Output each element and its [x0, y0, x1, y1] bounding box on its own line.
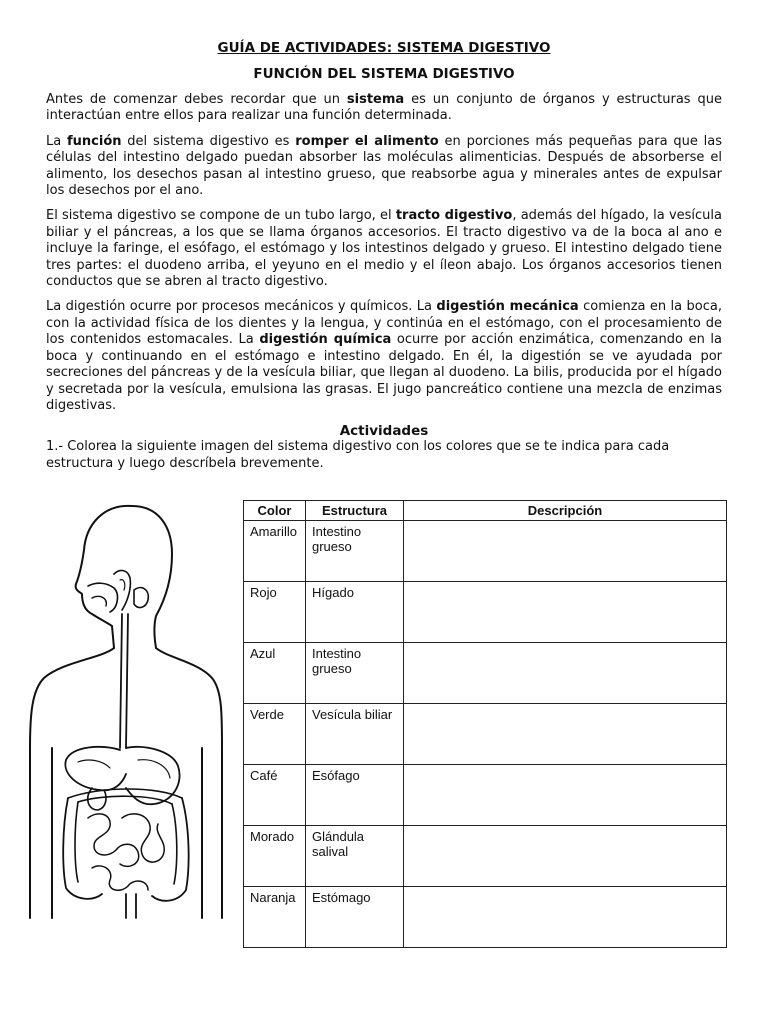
bold-text: digestión mecánica [436, 299, 579, 315]
bold-text: sistema [346, 92, 405, 107]
table-row [244, 826, 727, 887]
header-color: Color [244, 501, 306, 521]
cell-structure: Glándula salival [306, 826, 404, 887]
cell-structure: Vesícula biliar [306, 704, 404, 765]
cell-color: Café [244, 765, 306, 826]
bold-text: digestión química [259, 332, 392, 348]
bold-text: tracto digestivo [395, 208, 513, 224]
bold-text: función [67, 133, 122, 149]
cell-description[interactable] [404, 704, 727, 765]
table-row [244, 582, 727, 643]
activity-table [243, 500, 727, 948]
cell-description[interactable] [404, 582, 727, 643]
cell-structure: Hígado [306, 582, 404, 643]
cell-color: Morado [244, 826, 306, 887]
text: Antes de comenzar debes recordar que un [46, 92, 347, 107]
text: comienza en la boca, con la actividad física de los dientes y la lengua, y continúa en el estómago, con el procesamiento de los contenidos estomacales. La [46, 299, 722, 348]
header-structure: Estructura [306, 501, 404, 521]
section-title: FUNCIÓN DEL SISTEMA DIGESTIVO [253, 66, 515, 82]
cell-structure: Intestino grueso [306, 521, 404, 582]
text: , además del hígado, la vesícula biliar y el páncreas, a los que se llama órganos accesorios. El tracto digestivo va de la boca al ano e incluye la faringe, el esófago, el estómago y los intestinos delgado y grueso. El intestino delgado tiene tres partes: el duodeno arriba, el yeyuno en el medio y el íleon abajo. Los órganos accesorios tienen conductos que se abren al tracto digestivo. [46, 208, 722, 290]
cell-color: Naranja [244, 887, 306, 948]
text: ocurre por acción enzimática, comenzando en la boca y continuando en el estómago e intestino delgado. En él, la digestión se ve ayudada por secreciones del páncreas y de la vesícula biliar, que llegan al duodeno. La bilis, producida por el hígado y secretada por la vesícula, emulsiona las grasas. El jugo pancreático contiene una mezcla de enzimas digestivas. [46, 332, 722, 413]
cell-color: Rojo [244, 582, 306, 643]
cell-structure: Esófago [306, 765, 404, 826]
cell-color: Amarillo [244, 521, 306, 582]
paragraph-definition [46, 92, 722, 125]
table-row [244, 643, 727, 704]
text: La digestión ocurre por procesos mecánicos y químicos. La [46, 299, 437, 315]
table-row [244, 887, 727, 948]
cell-color: Azul [244, 643, 306, 704]
page-title: GUÍA DE ACTIVIDADES: SISTEMA DIGESTIVO [217, 40, 551, 56]
activity-question: 1.- Colorea la siguiente imagen del sistema digestivo con los colores que se te indica para cada estructura y luego descríbela brevemente. [46, 439, 670, 471]
cell-structure: Estómago [306, 887, 404, 948]
paragraph-digestion [46, 299, 722, 414]
bold-text: romper el alimento [295, 133, 439, 149]
cell-description[interactable] [404, 643, 727, 704]
table-row [244, 521, 727, 582]
table-header-row [244, 501, 727, 521]
cell-color: Verde [244, 704, 306, 765]
text: La [46, 133, 67, 149]
table-row [244, 704, 727, 765]
text: es un conjunto de órganos y estructuras que interactúan entre ellos para realizar una función determinada. [46, 92, 722, 124]
header-description: Descripción [404, 501, 727, 521]
cell-description[interactable] [404, 887, 727, 948]
text: en porciones más pequeñas para que las células del intestino delgado puedan absorber las moléculas alimenticias. Después de absorberse el alimento, los desechos pasan al intestino grueso, que reabsorbe agua y minerales antes de expulsar los desechos por el ano. [46, 133, 722, 199]
paragraph-function [46, 134, 722, 200]
worksheet [46, 40, 722, 472]
table-row [244, 765, 727, 826]
digestive-system-illustration [22, 498, 232, 938]
text: del sistema digestivo es [121, 133, 296, 149]
cell-description[interactable] [404, 826, 727, 887]
text: El sistema digestivo se compone de un tubo largo, el [46, 208, 396, 224]
cell-structure: Intestino grueso [306, 643, 404, 704]
paragraph-structure [46, 208, 722, 290]
activities-title: Actividades [339, 423, 429, 440]
cell-description[interactable] [404, 521, 727, 582]
cell-description[interactable] [404, 765, 727, 826]
